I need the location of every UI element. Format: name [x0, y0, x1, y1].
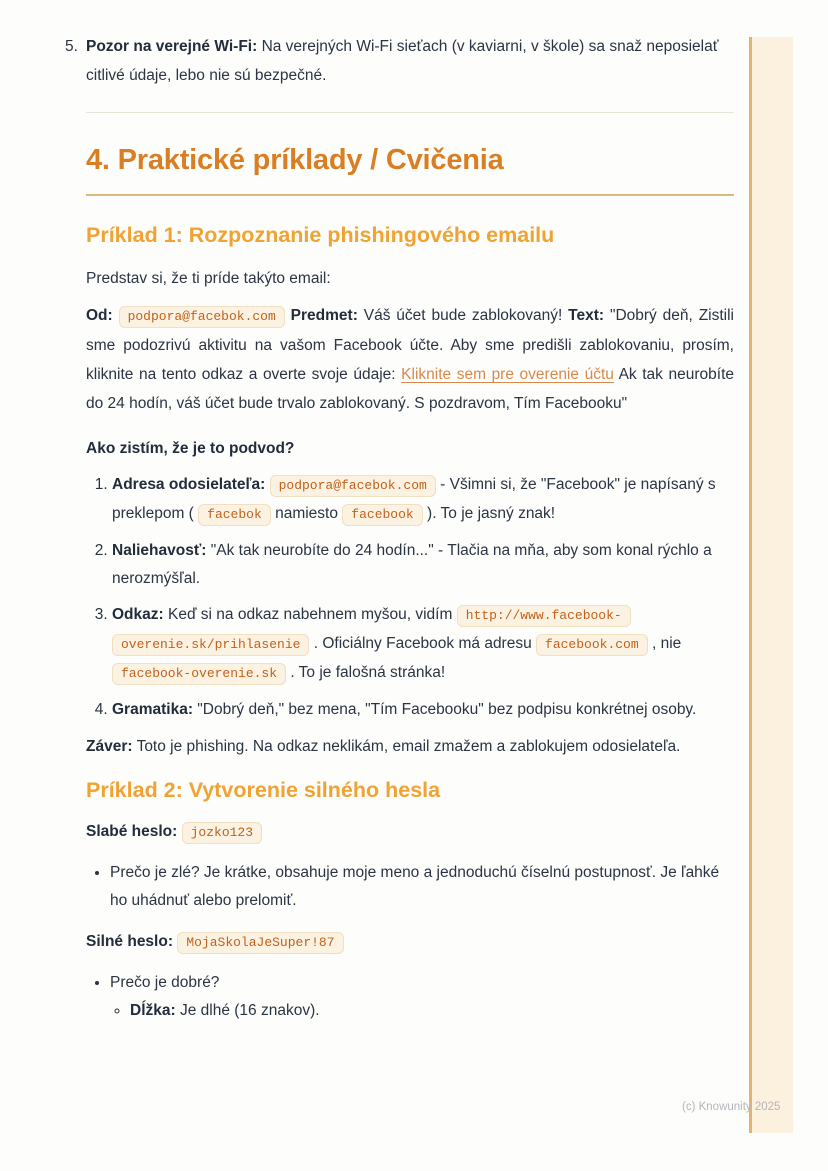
analysis-label: Gramatika: [112, 701, 193, 718]
inline-code-strong-password: MojaSkolaJeSuper!87 [177, 932, 343, 954]
example1-title: Príklad 1: Rozpoznanie phishingového emailu [86, 223, 555, 247]
predmet-text: Váš účet bude zablokovaný! [363, 307, 563, 324]
document-content [65, 32, 735, 1025]
inline-code-correct: facebook [342, 504, 422, 526]
list-item-public-wifi [65, 32, 734, 90]
inline-code-real-domain: facebook.com [536, 634, 648, 656]
predmet-label: Predmet: [290, 307, 358, 324]
inline-code-sender-address: podpora@facebok.com [119, 306, 285, 328]
page-edge-strip [749, 37, 793, 1133]
section-divider [86, 112, 734, 113]
verification-link[interactable]: Kliknite sem pre overenie účtu [401, 366, 614, 383]
strong-password-length-point: ◦ Dĺžka: Je dlhé (16 znakov). [130, 997, 734, 1025]
weak-password-points [86, 859, 734, 915]
email-body-before-link: "Dobrý deň, Zistili sme podozrivú aktivitu na vašom Facebook účte. Aby sme predišli zablokovaniu, prosím, kliknite na tento odkaz a overte svoje údaje: [86, 307, 734, 383]
weak-password-line [86, 817, 734, 847]
conclusion-paragraph: Záver: Toto je phishing. Na odkaz neklikám, email zmažem a zablokujem odosielateľa. [86, 738, 681, 755]
analysis-label: Naliehavosť: [112, 542, 207, 559]
watermark: (c) Knowunity 2025 [682, 1101, 781, 1113]
analysis-item-urgency: 2. Naliehavosť: "Ak tak neurobíte do 24 hodín..." - Tlačia na mňa, aby som konal rýchlo a nerozmýšľal. [112, 537, 734, 593]
inline-code-fake-domain: facebook-overenie.sk [112, 663, 286, 685]
example2-title: Príklad 2: Vytvorenie silného hesla [86, 778, 441, 802]
conclusion-label: Záver: [86, 738, 133, 755]
length-label: Dĺžka: [130, 1002, 176, 1019]
analysis-list [86, 471, 734, 724]
strong-password-sublist [110, 997, 734, 1025]
inline-code-weak-password: jozko123 [182, 822, 262, 844]
example1-intro: Predstav si, že ti príde takýto email: [86, 270, 331, 287]
analysis-item-link: 3. Odkaz: Keď si na odkaz nabehnem myšou, vidím http://www.facebook-overenie.sk/prihlasenie . Oficiálny Facebook má adresu facebook.com , nie facebook-overenie.sk . To je falošná stránka! [112, 601, 734, 688]
weak-password-label: Slabé heslo: [86, 823, 178, 840]
analysis-item-sender: 1. Adresa odosielateľa: podpora@facebok.com - Všimni si, že "Facebook" je napísaný s preklepom ( facebok namiesto facebook ). To je jasný znak! [112, 471, 734, 529]
strong-password-line [86, 927, 734, 957]
analysis-item-grammar: 4. Gramatika: "Dobrý deň," bez mena, "Tím Facebooku" bez podpisu konkrétnej osoby. [112, 696, 734, 724]
inline-code-typo: facebok [198, 504, 271, 526]
inline-code-sender: podpora@facebok.com [270, 475, 436, 497]
email-body-after-link: Ak tak neurobíte do 24 hodín, váš účet bude trvalo zablokovaný. S pozdravom, Tím Facebooku" [86, 366, 735, 412]
example1-question: Ako zistím, že je to podvod? [86, 440, 295, 457]
inline-code-fake-url: http://www.facebook-overenie.sk/prihlasenie [112, 605, 631, 656]
analysis-label: Adresa odosielateľa: [112, 476, 266, 493]
list-item-number: 5. [65, 38, 78, 55]
list-item-label: Pozor na verejné Wi-Fi: [86, 38, 258, 55]
analysis-label: Odkaz: [112, 606, 164, 623]
section-title: 4. Praktické príklady / Cvičenia [86, 139, 734, 196]
text-label: Text: [568, 307, 605, 324]
strong-password-points [86, 969, 734, 1025]
od-label: Od: [86, 307, 113, 324]
strong-password-label: Silné heslo: [86, 933, 173, 950]
list-item-text: Na verejných Wi-Fi sieťach (v kaviarni, v škole) sa snaž neposielať citlivé údaje, lebo nie sú bezpečné. [86, 38, 719, 84]
weak-password-reason: • Prečo je zlé? Je krátke, obsahuje moje meno a jednoduchú číselnú postupnosť. Je ľahké ho uhádnuť alebo prelomiť. [110, 859, 734, 915]
phishing-email-paragraph [86, 301, 734, 418]
strong-password-reason: • Prečo je dobré? ◦ Dĺžka: Je dlhé (16 znakov). [110, 969, 734, 1025]
